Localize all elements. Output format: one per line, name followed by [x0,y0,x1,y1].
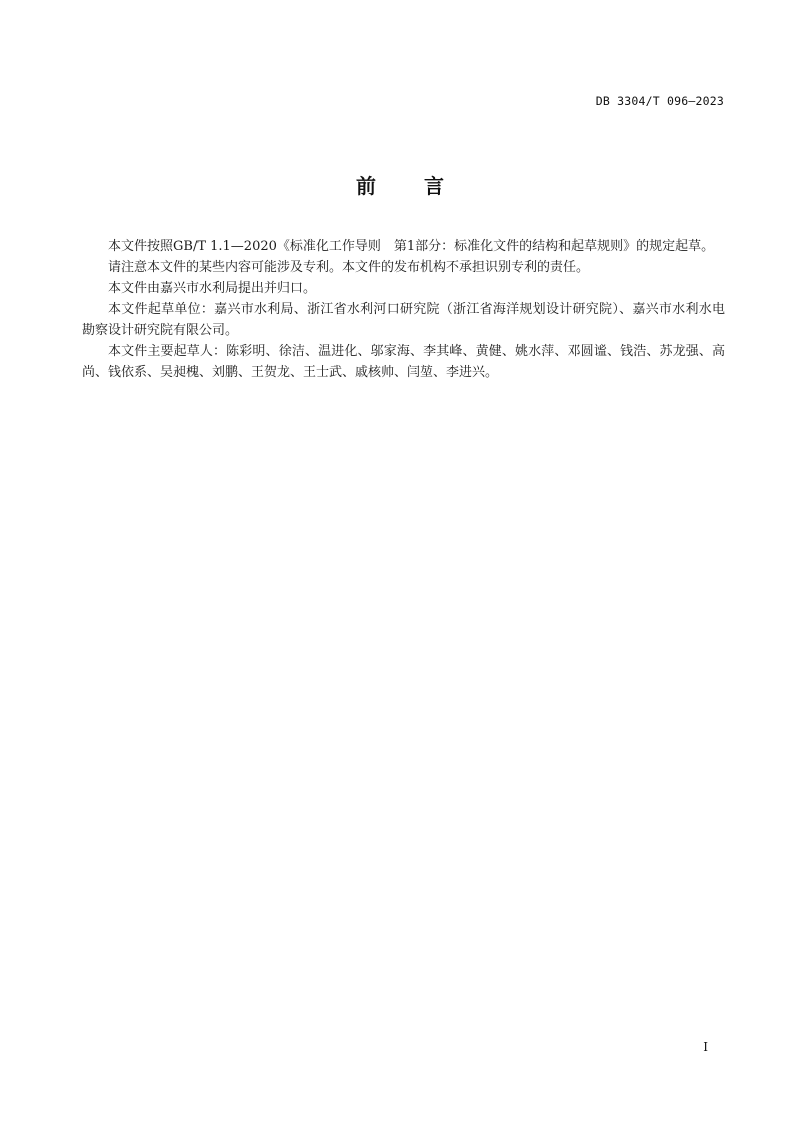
paragraph-drafters: 本文件主要起草人：陈彩明、徐洁、温进化、邬家海、李其峰、黄健、姚水萍、邓圆谧、钱浩、苏龙强、高尚、钱依系、吴昶槐、刘鹏、王贺龙、王士武、戚核帅、闫堃、李进兴。 [82,344,725,380]
paragraph-drafting-units: 本文件起草单位：嘉兴市水利局、浙江省水利河口研究院（浙江省海洋规划设计研究院）、嘉兴市水利水电勘察设计研究院有限公司。 [82,302,725,338]
paragraph-patent-notice: 请注意本文件的某些内容可能涉及专利。本文件的发布机构不承担识别专利的责任。 [108,260,590,275]
foreword-body [82,236,725,383]
title-char-1: 前 [356,174,376,198]
title-char-2: 言 [424,174,444,198]
page-title [0,170,800,199]
page-number: I [703,1040,708,1054]
paragraph-drafting-rules: 本文件按照GB/T 1.1—2020《标准化工作导则 第1部分：标准化文件的结构和起草规则》的规定起草。 [108,239,715,254]
standard-code: DB 3304/T 096—2023 [595,94,724,108]
paragraph-proposer: 本文件由嘉兴市水利局提出并归口。 [108,281,317,296]
